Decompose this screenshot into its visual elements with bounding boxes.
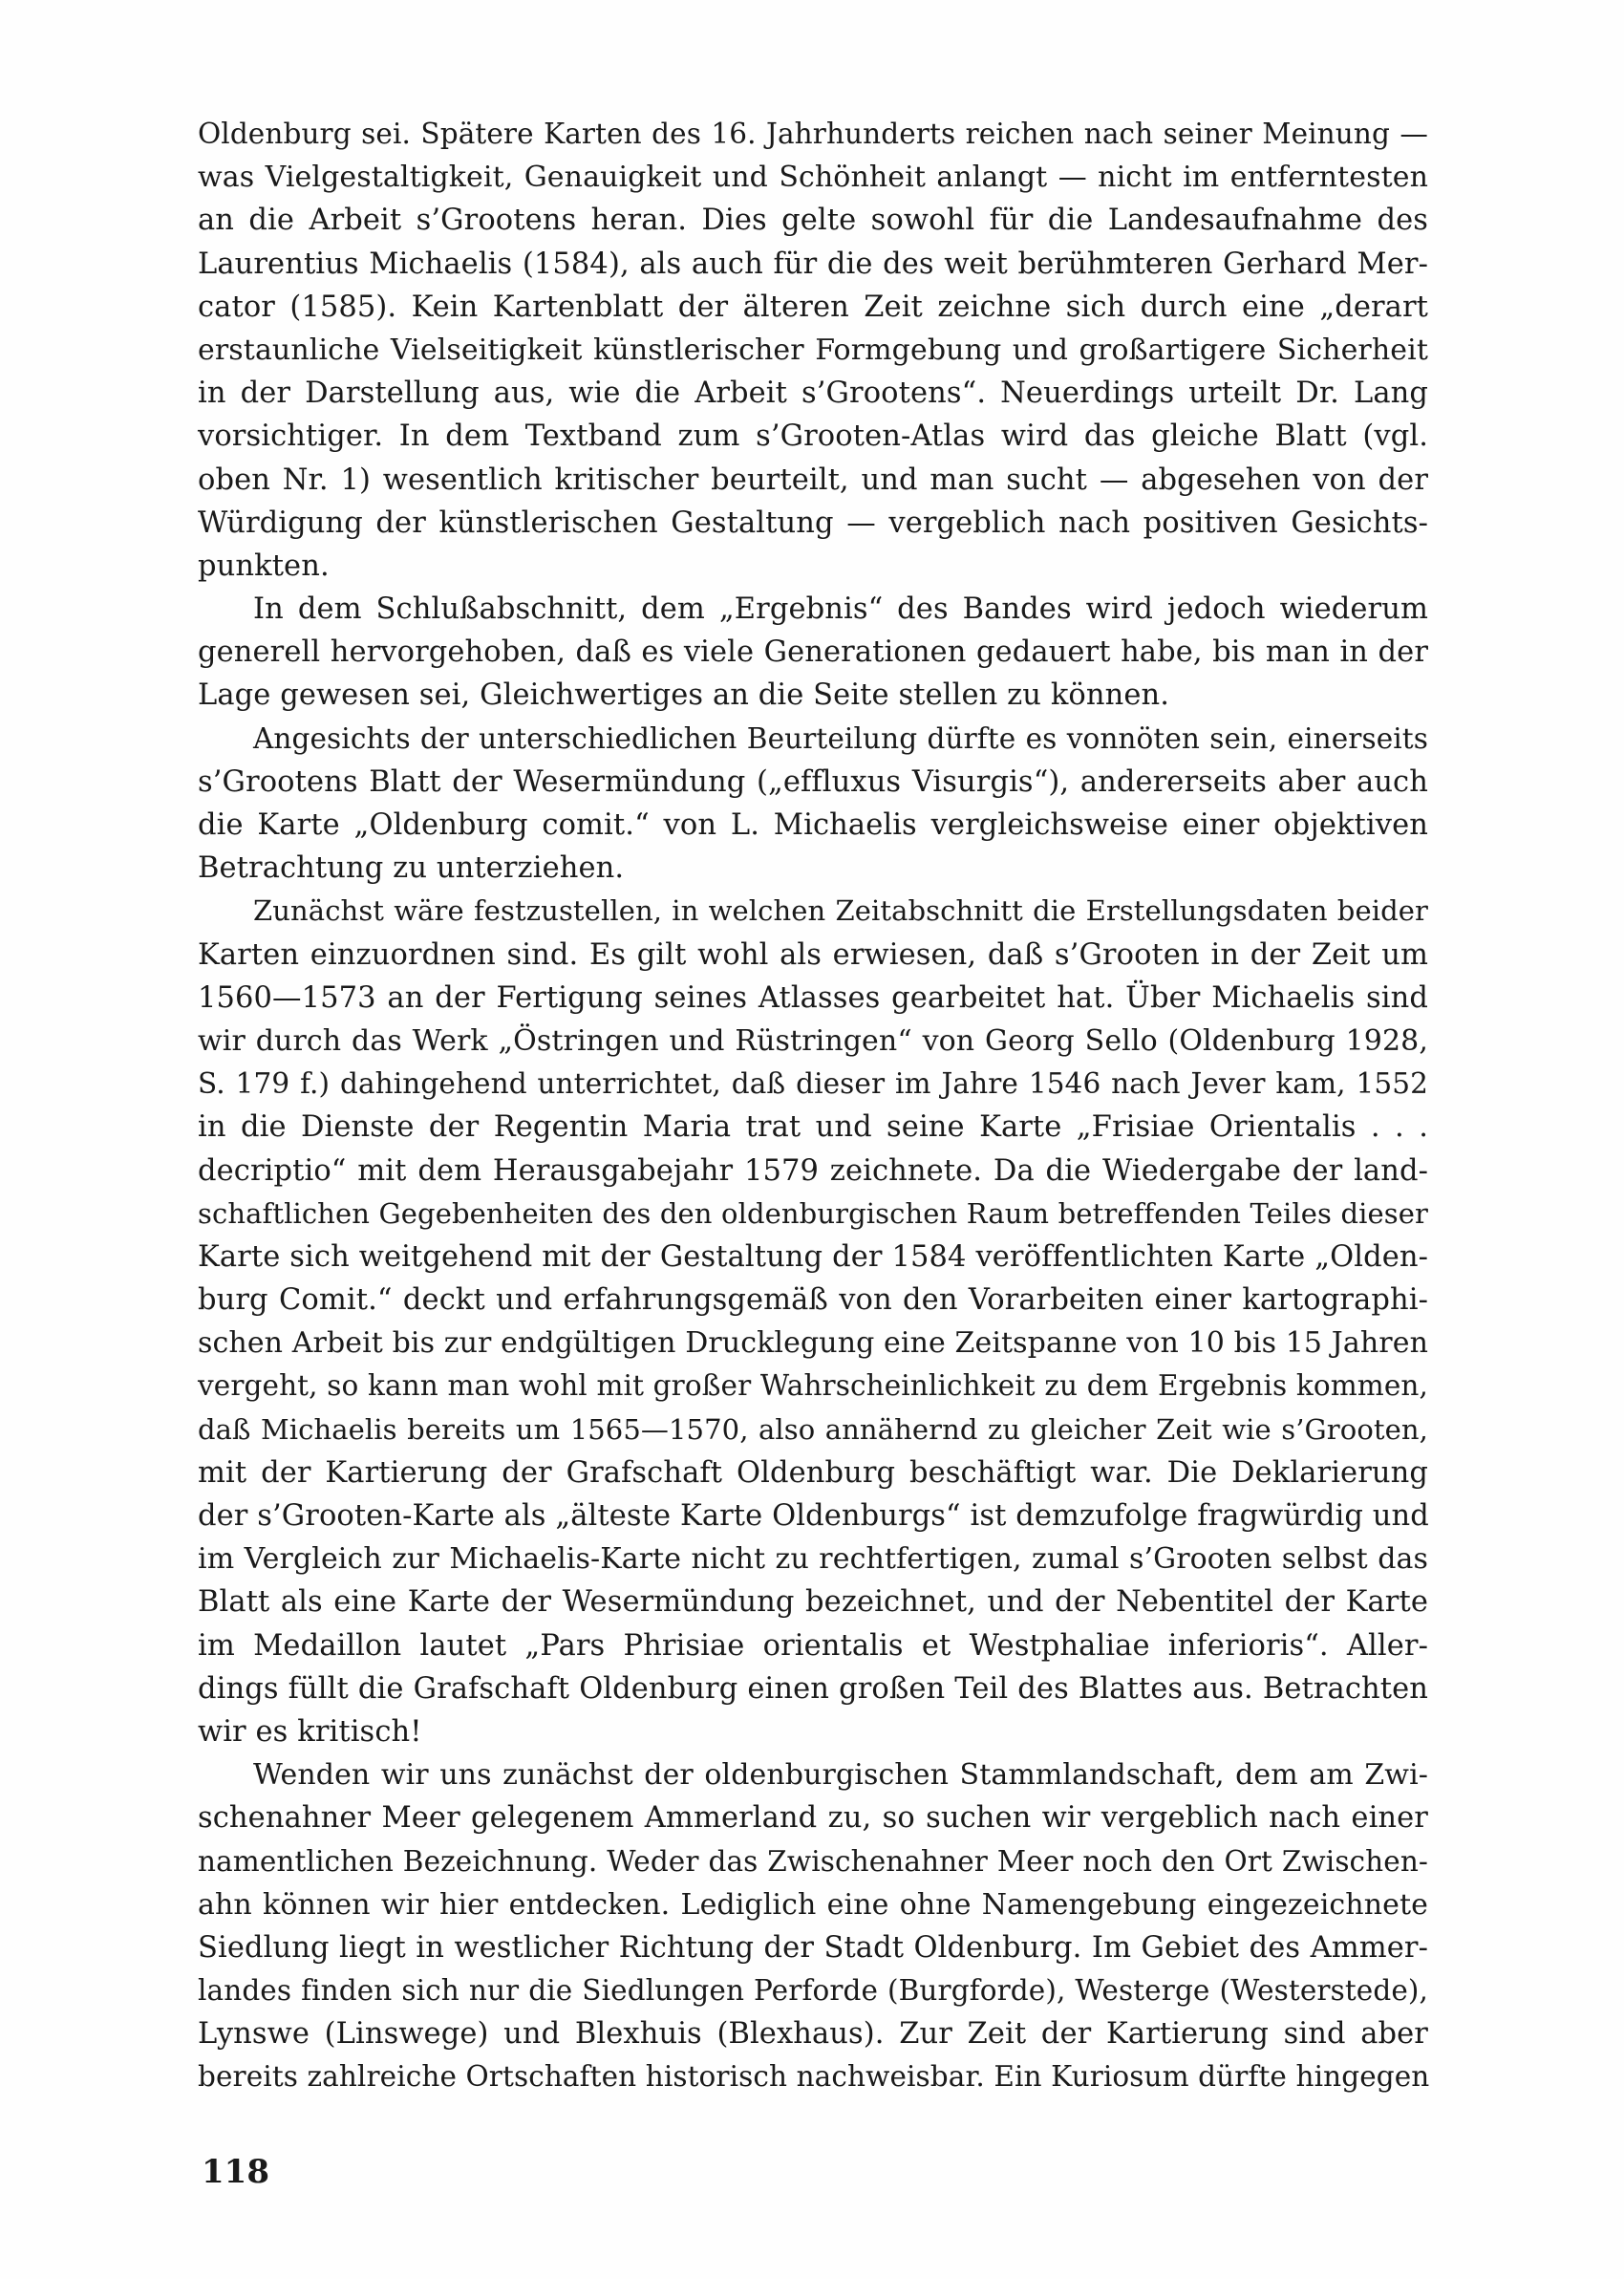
text-line: decriptio“ mit dem Herausgabejahr 1579 zeichnete. Da die Wiedergabe der land-	[198, 1153, 1428, 1188]
text-line: schenahner Meer gelegenem Ammerland zu, so suchen wir vergeblich nach einer	[198, 1801, 1428, 1836]
text-line: mit der Kartierung der Grafschaft Oldenburg beschäftigt war. Die Deklarierung	[198, 1455, 1428, 1490]
text-line: an die Arbeit s’Grootens heran. Dies gelte sowohl für die Landesaufnahme des	[198, 204, 1428, 238]
text-line: Lynswe (Linswege) und Blexhuis (Blexhaus). Zur Zeit der Kartierung sind aber	[198, 2017, 1428, 2052]
text-line: cator (1585). Kein Kartenblatt der älteren Zeit zeichne sich durch eine „derart	[198, 290, 1428, 324]
text-line: die Karte „Oldenburg comit.“ von L. Michaelis vergleichsweise einer objektiven	[198, 808, 1428, 842]
body-text	[198, 113, 1428, 2099]
text-line: namentlichen Bezeichnung. Weder das Zwischenahner Meer noch den Ort Zwischen-	[198, 1844, 1428, 1878]
text-line: Betrachtung zu unterziehen.	[198, 851, 625, 886]
page-number: 118	[202, 2153, 269, 2191]
text-line: Blatt als eine Karte der Wesermündung bezeichnet, und der Nebentitel der Karte	[198, 1585, 1428, 1620]
text-line: Wenden wir uns zunächst der oldenburgischen Stammlandschaft, dem am Zwi-	[253, 1758, 1428, 1793]
text-line: generell hervorgehoben, daß es viele Generationen gedauert habe, bis man in der	[198, 635, 1428, 670]
text-line: daß Michaelis bereits um 1565—1570, also annähernd zu gleicher Zeit wie s’Grooten,	[198, 1412, 1428, 1446]
text-line: Angesichts der unterschiedlichen Beurteilung dürfte es vonnöten sein, einerseits	[253, 721, 1428, 755]
text-line: S. 179 f.) dahingehend unterrichtet, daß dieser im Jahre 1546 nach Jever kam, 1552	[198, 1067, 1428, 1101]
text-line: schaftlichen Gegebenheiten des den oldenburgischen Raum betreffenden Teiles dieser	[198, 1196, 1428, 1230]
paragraph	[198, 113, 1428, 588]
text-line: s’Grootens Blatt der Wesermündung („effluxus Visurgis“), andererseits aber auch	[198, 764, 1428, 799]
text-line: wir durch das Werk „Östringen und Rüstringen“ von Georg Sello (Oldenburg 1928,	[198, 1023, 1428, 1058]
text-line: dings füllt die Grafschaft Oldenburg einen großen Teil des Blattes aus. Betrachten	[198, 1671, 1428, 1706]
text-line: landes finden sich nur die Siedlungen Perforde (Burgforde), Westerge (Westerstede),	[198, 1974, 1428, 2008]
text-line: In dem Schlußabschnitt, dem „Ergebnis“ des Bandes wird jedoch wiederum	[253, 592, 1428, 627]
text-line: in der Darstellung aus, wie die Arbeit s’Grootens“. Neuerdings urteilt Dr. Lang	[198, 376, 1428, 411]
text-line: im Vergleich zur Michaelis-Karte nicht zu rechtfertigen, zumal s’Grooten selbst das	[198, 1542, 1428, 1577]
text-line: Zunächst wäre festzustellen, in welchen Zeitabschnitt die Erstellungsdaten beider	[253, 894, 1428, 928]
paragraph	[198, 1753, 1428, 2099]
text-line: im Medaillon lautet „Pars Phrisiae orientalis et Westphaliae inferioris“. Aller-	[198, 1628, 1428, 1663]
paragraph	[198, 588, 1428, 718]
text-line: ahn können wir hier entdecken. Lediglich eine ohne Namengebung eingezeichnete	[198, 1887, 1428, 1922]
text-line: wir es kritisch!	[198, 1714, 422, 1749]
text-line: vergeht, so kann man wohl mit großer Wahrscheinlichkeit zu dem Ergebnis kommen,	[198, 1369, 1428, 1403]
text-line: Würdigung der künstlerischen Gestaltung — vergeblich nach positiven Gesichts-	[198, 505, 1428, 540]
text-line: burg Comit.“ deckt und erfahrungsgemäß von den Vorarbeiten einer kartographi-	[198, 1283, 1428, 1318]
text-line: punkten.	[198, 548, 330, 583]
text-line: Lage gewesen sei, Gleichwertiges an die Seite stellen zu können.	[198, 678, 1170, 713]
text-line: Karten einzuordnen sind. Es gilt wohl als erwiesen, daß s’Grooten in der Zeit um	[198, 937, 1428, 972]
text-line: in die Dienste der Regentin Maria trat und seine Karte „Frisiae Orientalis . . .	[198, 1110, 1428, 1145]
text-line: Oldenburg sei. Spätere Karten des 16. Jahrhunderts reichen nach seiner Meinung —	[198, 118, 1428, 150]
paragraph	[198, 890, 1428, 1753]
text-line: Karte sich weitgehend mit der Gestaltung der 1584 veröffentlichten Karte „Olden-	[198, 1239, 1428, 1274]
text-line: 1560—1573 an der Fertigung seines Atlasses gearbeitet hat. Über Michaelis sind	[198, 980, 1428, 1015]
paragraph	[198, 718, 1428, 891]
text-line: Laurentius Michaelis (1584), als auch für die des weit berühmteren Gerhard Mer-	[198, 247, 1428, 281]
text-line: vorsichtiger. In dem Textband zum s’Grooten-Atlas wird das gleiche Blatt (vgl.	[198, 419, 1428, 454]
text-line: schen Arbeit bis zur endgültigen Drucklegung eine Zeitspanne von 10 bis 15 Jahren	[198, 1326, 1428, 1361]
text-line: Siedlung liegt in westlicher Richtung der Stadt Oldenburg. Im Gebiet des Ammer-	[198, 1930, 1428, 1965]
text-line: was Vielgestaltigkeit, Genauigkeit und Schönheit anlangt — nicht im entferntesten	[198, 161, 1428, 195]
text-line: erstaunliche Vielseitigkeit künstlerischer Formgebung und großartigere Sicherheit	[198, 333, 1428, 367]
text-line: der s’Grooten-Karte als „älteste Karte Oldenburgs“ ist demzufolge fragwürdig und	[198, 1499, 1429, 1533]
text-line: oben Nr. 1) wesentlich kritischer beurteilt, und man sucht — abgesehen von der	[198, 462, 1428, 497]
text-line: bereits zahlreiche Ortschaften historisch nachweisbar. Ein Kuriosum dürfte hingegen	[198, 2060, 1430, 2094]
